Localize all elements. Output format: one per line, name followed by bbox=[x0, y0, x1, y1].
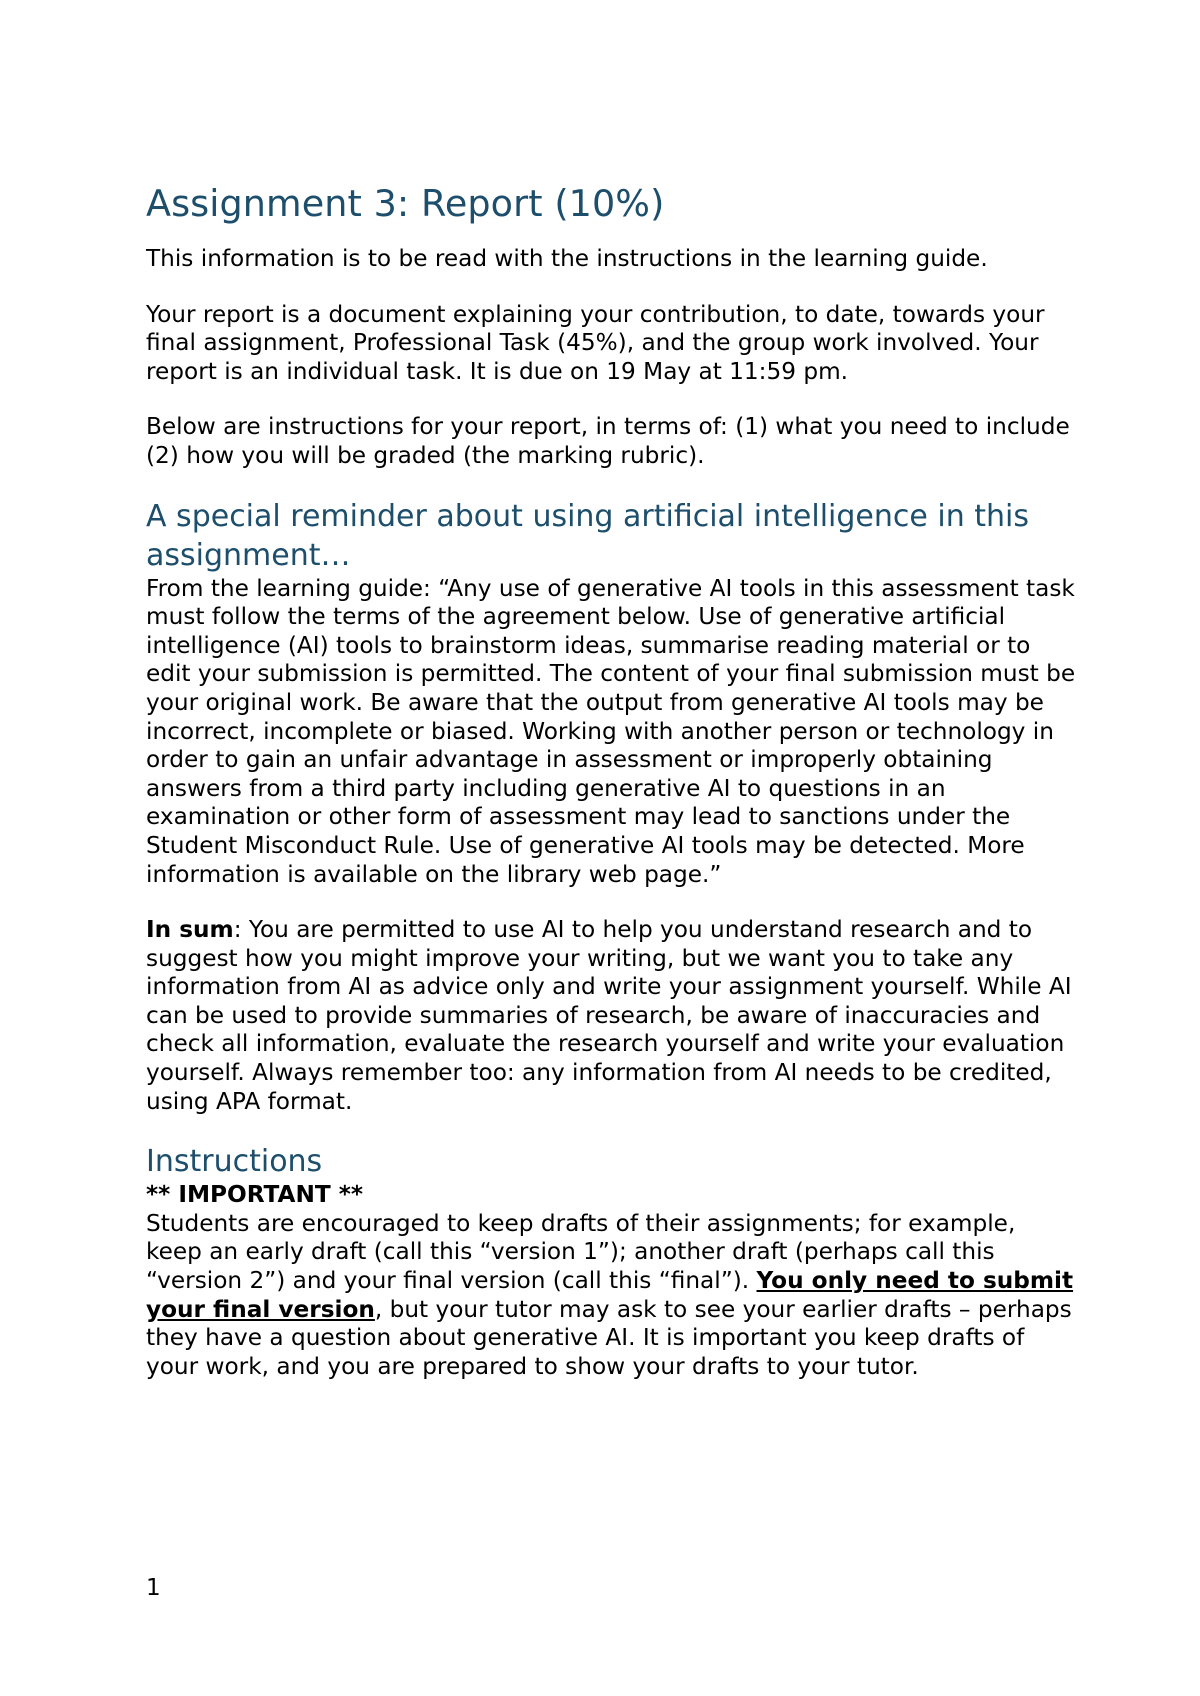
ai-reminder-heading: A special reminder about using artificial intelligence in this assignment… bbox=[146, 498, 1030, 573]
in-sum-label: In sum bbox=[146, 916, 234, 944]
intro-paragraph-2: Your report is a document explaining your contribution, to date, towards your final assignment, Professional Task (45%), and the group work involved. Your report is an individual task. It is due on 19 May at 11:59 pm. bbox=[146, 300, 1045, 385]
ai-quote-paragraph: From the learning guide: “Any use of generative AI tools in this assessment task must follow the terms of the agreement below. Use of generative artificial intelligence (AI) tools to brainstorm ideas, summarise reading material or to edit your submission is permitted. The content of your final submission must be your original work. Be aware that the output from generative AI tools may be incorrect, incomplete or biased. Working with another person or technology in order to gain an unfair advantage in assessment or improperly obtaining answers from a third party including generative AI to questions in an examination or other form of assessment may lead to sanctions under the Student Misconduct Rule. Use of generative AI tools may be detected. More information is available on the library web page.” bbox=[146, 574, 1076, 888]
in-sum-paragraph bbox=[146, 916, 1076, 1116]
instructions-emphasis: You only need to submit your final version bbox=[146, 1267, 1074, 1323]
important-label: ** IMPORTANT ** bbox=[146, 1181, 364, 1209]
page-content bbox=[146, 180, 1076, 1381]
instructions-heading: Instructions bbox=[146, 1144, 323, 1180]
intro-paragraph-1: This information is to be read with the instructions in the learning guide. bbox=[146, 245, 988, 272]
instructions-text-2: , but your tutor may ask to see your earlier drafts – perhaps they have a question about generative AI. It is important you keep drafts of your work, and you are prepared to show your drafts to your tutor. bbox=[146, 1295, 1072, 1380]
instructions-paragraph bbox=[146, 1210, 1076, 1382]
intro-paragraph-3: Below are instructions for your report, in terms of: (1) what you need to include (2) how you will be graded (the marking rubric). bbox=[146, 413, 1070, 469]
in-sum-text: : You are permitted to use AI to help you understand research and to suggest how you might improve your writing, but we want you to take any information from AI as advice only and write your assignment yourself. While AI can be used to provide summaries of research, be aware of inaccuracies and check all information, evaluate the research yourself and write your evaluation yourself. Always remember too: any information from AI needs to be credited, using APA format. bbox=[146, 916, 1072, 1115]
instructions-text-1: Students are encouraged to keep drafts of their assignments; for example, keep an early draft (call this “version 1”); another draft (perhaps call this “version 2”) and your final version (call this “final”). bbox=[146, 1209, 1016, 1295]
document-title: Assignment 3: Report (10%) bbox=[146, 182, 665, 225]
page-number: 1 bbox=[146, 1575, 161, 1601]
